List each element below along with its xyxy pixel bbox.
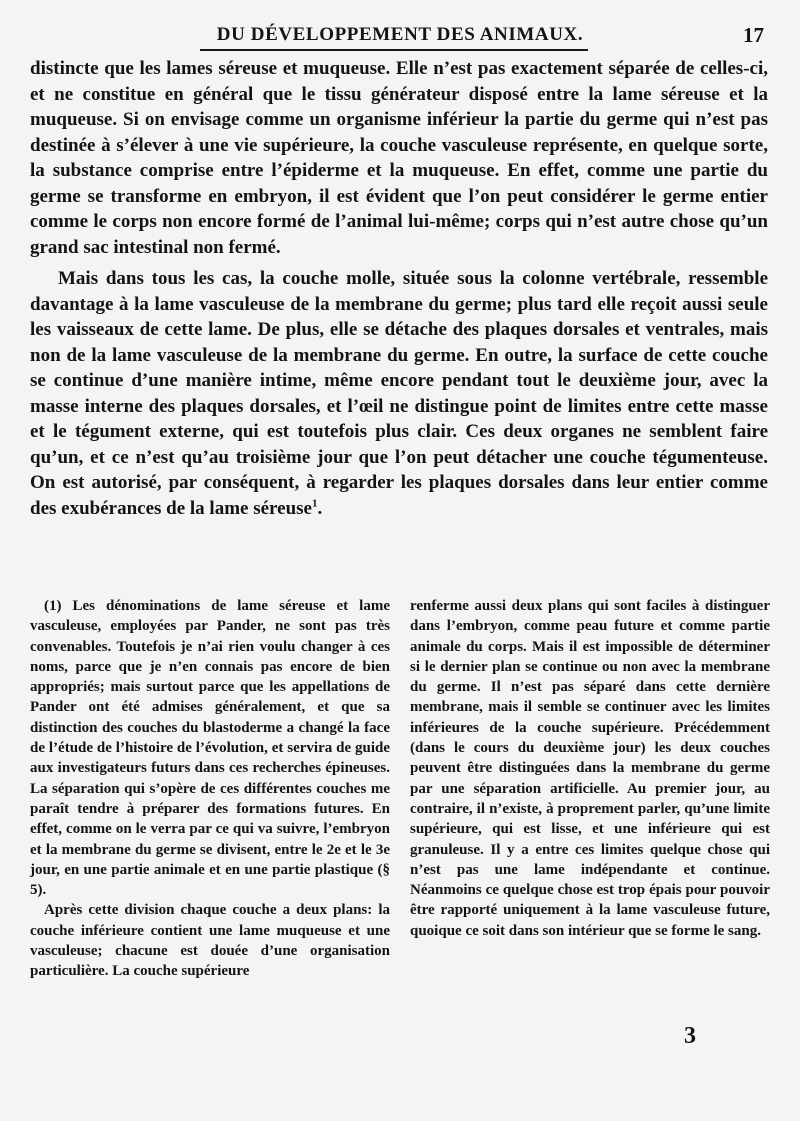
footnote-column-left bbox=[30, 596, 390, 982]
footnote-paragraph: (1) Les dénominations de lame séreuse et lame vasculeuse, employées par Pander, ne sont pas très convenables. Toutefois je n’ai rien voulu changer à ces noms, parce que je n’en connais pas encore de bien appropriés; mais surtout parce que les appellations de Pander ont été admises généralement, et que sa distinction des couches du blastoderme a changé la face de l’étude de l’histoire de l’évolution, et servira de guide aux investigateurs futurs dans ces recherches épineuses. La séparation qui s’opère de ces différentes couches me paraît tendre à préparer des formations futures. En effet, comme on le verra par ce qui va suivre, l’embryon et la membrane du germe se divisent, entre le 2e et le 3e jour, en une partie animale et en une partie plastique (§ 5). bbox=[30, 598, 390, 899]
main-text bbox=[30, 56, 768, 521]
signature-mark: 3 bbox=[684, 1023, 696, 1049]
footnote-column-right bbox=[410, 596, 770, 941]
running-head bbox=[0, 24, 800, 50]
footnote-paragraph: Après cette division chaque couche a deux plans: la couche inférieure contient une lame muqueuse et une vasculeuse; chacune est douée d’une organisation particulière. La couche supérieure bbox=[30, 902, 390, 980]
header-rule bbox=[200, 49, 588, 51]
page-number: 17 bbox=[743, 23, 764, 47]
running-title: DU DÉVELOPPEMENT DES ANIMAUX. bbox=[216, 24, 584, 45]
footnotes bbox=[30, 596, 770, 1036]
paragraph: distincte que les lames séreuse et muqueuse. Elle n’est pas exactement séparée de celles-ci, et ne constitue en général que le tissu générateur disposé entre la lame séreuse et la muqueuse. Si on envisage comme un organisme inférieur la partie du germe qui n’est pas destinée à s’élever à une vie supérieure, la couche vasculeuse représente, en quelque sorte, la substance comprise entre l’épiderme et la muqueuse. En effet, comme une partie du germe se transforme en embryon, il est évident que l’on peut considérer le germe entier comme le corps non encore formé de l’animal lui-même; corps qui n’est autre chose qu’un grand sac intestinal non fermé. bbox=[30, 58, 768, 258]
footnote-reference: 1 bbox=[311, 497, 318, 510]
footnote-paragraph: renferme aussi deux plans qui sont faciles à distinguer dans l’embryon, comme peau future et comme partie animale du corps. Mais il est impossible de déterminer si le dernier plan se continue ou non avec la membrane du germe. Il n’est pas séparé dans cette dernière membrane, mais il semble se continuer avec les limites inférieures de la couche supérieure. Précédemment (dans le cours du deuxième jour) les deux couches peuvent être distinguées dans la membrane du germe par une séparation artificielle. Au premier jour, au contraire, il n’existe, à proprement parler, qu’une limite supérieure, qui est lisse, et une inférieure qui est granuleuse. Il y a entre ces limites quelque chose qui n’est pas une lame indépendante et continue. Néanmoins ce quelque chose est trop épais pour pouvoir être rapporté uniquement à la lame vasculeuse future, quoique ce soit dans son intérieur que se forme le sang. bbox=[410, 598, 770, 939]
paragraph: Mais dans tous les cas, la couche molle, située sous la colonne vertébrale, ressemble davantage à la lame vasculeuse de la membrane du germe; plus tard elle reçoit aussi seule les vaisseaux de cette lame. De plus, elle se détache des plaques dorsales et ventrales, mais non de la lame vasculeuse de la membrane du germe. En outre, la surface de cette couche se continue d’une manière intime, même encore pendant tout le deuxième jour, avec la masse interne des plaques dorsales, et l’œil ne distingue point de limites entre cette masse et le tégument externe, qui est toutefois plus clair. Ces deux organes ne semblent faire qu’un, et ce n’est qu’au troisième jour que l’on peut détacher une couche tégumenteuse. On est autorisé, par conséquent, à regarder les plaques dorsales dans leur entier comme des exubérances de la lame séreuse$^1$. bbox=[30, 268, 768, 519]
paragraph-text: Mais dans tous les cas, la couche molle, située sous la colonne vertébrale, ressemble davantage à la lame vasculeuse de la membrane du germe; plus tard elle reçoit aussi seule les vaisseaux de cette lame. De plus, elle se détache des plaques dorsales et ventrales, mais non de la lame vasculeuse de la membrane du germe. En outre, la surface de cette couche se continue d’une manière intime, même encore pendant tout le deuxième jour, avec la masse interne des plaques dorsales, et l’œil ne distingue point de limites entre cette masse et le tégument externe, qui est toutefois plus clair. Ces deux organes ne semblent faire qu’un, et ce n’est qu’au troisième jour que l’on peut détacher une couche tégumenteuse. On est autorisé, par conséquent, à regarder les plaques dorsales dans leur entier comme des exubérances de la lame séreuse bbox=[30, 268, 768, 519]
